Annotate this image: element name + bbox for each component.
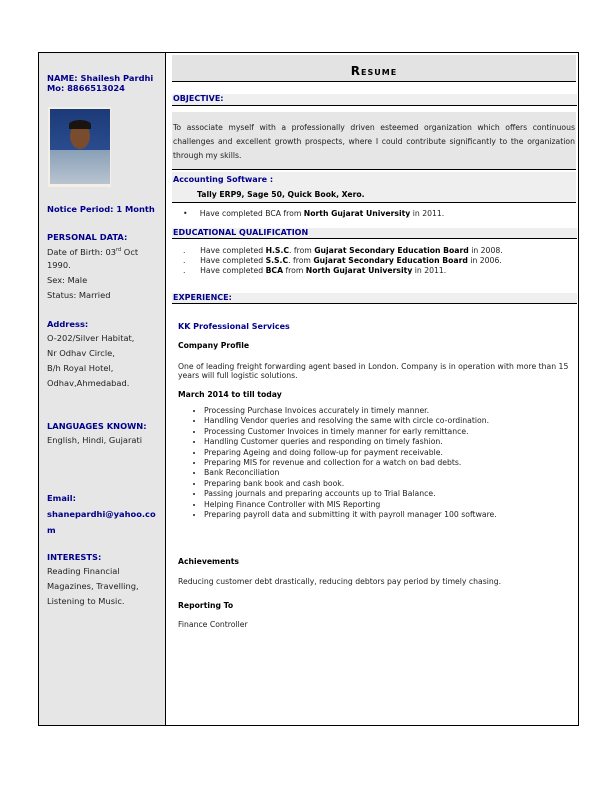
interest-line: Reading Financial xyxy=(47,566,120,576)
duty-item: • Handling Customer queries and responding on timely fashion. xyxy=(204,437,497,447)
reporting-to: Finance Controller xyxy=(178,620,248,629)
address-line: Nr Odhav Circle, xyxy=(47,348,115,358)
company-name: KK Professional Services xyxy=(178,322,290,331)
address-line: Odhav,Ahmedabad. xyxy=(47,378,130,388)
candidate-mobile: Mo: 8866513024 xyxy=(47,83,125,93)
email-heading: Email: xyxy=(47,493,76,503)
software-list: Tally ERP9, Sage 50, Quick Book, Xero. xyxy=(197,190,365,199)
objective-text: To associate myself with a professionally driven esteemed organization which offers continuous challenges and excellent growth prospects, where I could contribute significantly to the organization through my skills. xyxy=(173,123,575,160)
birth-year: 1990. xyxy=(47,260,71,270)
education-bullet: • Have completed BCA from North Gujarat University in 2011. xyxy=(183,209,445,218)
achievements-text: Reducing customer debt drastically, reducing debtors pay period by timely chasing. xyxy=(178,577,502,586)
email-address-cont[interactable]: m xyxy=(47,525,56,535)
achievements-heading: Achievements xyxy=(178,557,240,566)
interest-line: Listening to Music. xyxy=(47,596,125,606)
duties-list xyxy=(178,406,497,520)
duty-item: • Processing Purchase Invoices accurately in timely manner. xyxy=(204,406,497,416)
notice-period: Notice Period: 1 Month xyxy=(47,204,155,214)
address-line: O-202/Silver Habitat, xyxy=(47,333,135,343)
employment-period: March 2014 to till today xyxy=(178,390,282,399)
email-address[interactable]: shanepardhi@yahoo.co xyxy=(47,509,156,519)
profile-heading: Company Profile xyxy=(178,341,250,350)
duty-item: • Preparing Ageing and doing follow-up for payment receivable. xyxy=(204,448,497,458)
interests-heading: INTERESTS: xyxy=(47,552,102,562)
candidate-name: NAME: Shailesh Pardhi xyxy=(47,73,154,83)
address-heading: Address: xyxy=(47,319,89,329)
education-heading: EDUCATIONAL QUALIFICATION xyxy=(172,228,577,239)
sex: Sex: Male xyxy=(47,275,88,285)
software-heading: Accounting Software : xyxy=(173,175,274,184)
duty-item: • Preparing payroll data and submitting it with payroll manager 100 software. xyxy=(204,510,497,520)
duty-item: • Processing Customer Invoices in timely manner for early remittance. xyxy=(204,427,497,437)
software-block xyxy=(172,172,576,203)
duty-item: • Preparing MIS for revenue and collection for a watch on bad debts. xyxy=(204,458,497,468)
personal-data-heading: PERSONAL DATA: xyxy=(47,232,128,242)
profile-photo xyxy=(48,107,111,187)
objective-heading: OBJECTIVE: xyxy=(172,94,577,106)
duty-item: • Handling Vendor queries and resolving the same with circle co-ordination. xyxy=(204,416,497,426)
duty-item: • Helping Finance Controller with MIS Reporting xyxy=(204,500,497,510)
title-band xyxy=(172,55,576,82)
education-item: . Have completed H.S.C. from Gujarat Secondary Education Board in 2008. xyxy=(183,246,503,255)
date-of-birth: Date of Birth: 03rd Oct xyxy=(47,246,139,257)
experience-heading: EXPERIENCE: xyxy=(172,293,577,304)
languages: English, Hindi, Gujarati xyxy=(47,435,143,445)
address-line: B/h Royal Hotel, xyxy=(47,363,114,373)
languages-heading: LANGUAGES KNOWN: xyxy=(47,421,147,431)
duty-item: • Passing journals and preparing accounts up to Trial Balance. xyxy=(204,489,497,499)
objective-block xyxy=(172,112,576,170)
duty-item: • Bank Reconciliation xyxy=(204,468,497,478)
company-profile: One of leading freight forwarding agent based in London. Company is in operation with more than 15 years will full logistic solutions. xyxy=(178,362,569,380)
reporting-heading: Reporting To xyxy=(178,601,234,610)
education-item: . Have completed S.S.C. from Gujarat Secondary Education Board in 2006. xyxy=(183,256,502,265)
duty-item: • Preparing bank book and cash book. xyxy=(204,479,497,489)
page-title: Resume xyxy=(350,64,398,78)
marital-status: Status: Married xyxy=(47,290,111,300)
interest-line: Magazines, Travelling, xyxy=(47,581,139,591)
education-item: . Have completed BCA from North Gujarat University in 2011. xyxy=(183,266,447,275)
